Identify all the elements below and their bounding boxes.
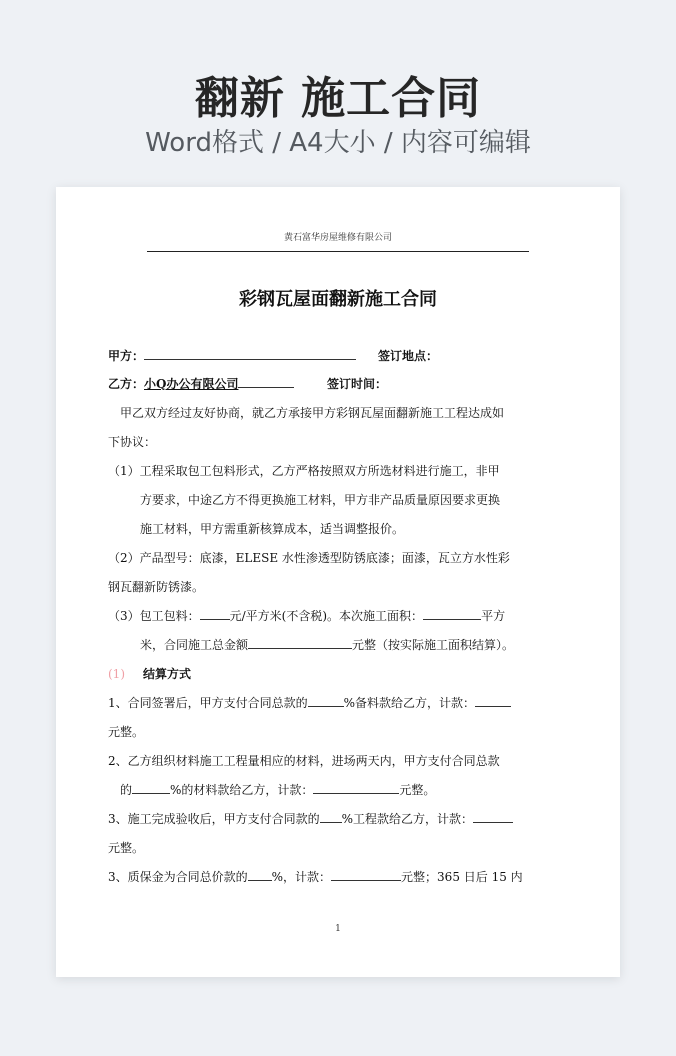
intro-line-2: 下协议： (108, 435, 157, 449)
payment-4-blank-amount (331, 879, 401, 881)
settlement-heading (108, 665, 191, 682)
item-3-line-2 (140, 636, 514, 653)
item-2-line-2: 钢瓦翻新防锈漆。 (108, 580, 205, 594)
party-b-label: 乙方： (108, 377, 145, 391)
payment-3-line-2: 元整。 (108, 841, 145, 855)
payment-2-blank-amount (313, 792, 399, 794)
payment-4-part-b: %，计款： (271, 870, 332, 884)
payment-4-part-a: 3、质保金为合同总价款的 (108, 870, 248, 884)
item-1-line-1: （1）工程采取包工包料形式，乙方严格按照双方所选材料进行施工，非甲 (108, 464, 500, 478)
payment-3-part-b: %工程款给乙方，计款： (341, 812, 474, 826)
payment-1-line-1 (108, 694, 511, 711)
payment-2-line-2 (120, 781, 435, 798)
party-a-row (108, 347, 356, 364)
company-header: 黄石富华房屋维修有限公司 (283, 233, 392, 243)
page-number: 1 (335, 924, 341, 934)
party-b-name: 小Q办公有限公司 (144, 377, 239, 391)
payment-2-part-c: %的材料款给乙方，计款： (170, 783, 314, 797)
payment-1-line-2: 元整。 (108, 725, 145, 739)
intro-line-1: 甲乙双方经过友好协商，就乙方承接甲方彩钢瓦屋面翻新施工工程达成如 (120, 406, 505, 420)
item-1-line-3: 施工材料，甲方需重新核算成本，适当调整报价。 (140, 522, 405, 536)
party-b-blank (238, 386, 294, 388)
payment-3-blank-amount (473, 821, 513, 823)
item-3-part-d: 米，合同施工总金额 (140, 638, 249, 652)
payment-3-part-a: 3、施工完成验收后，甲方支付合同款的 (108, 812, 320, 826)
settlement-number: (1) (108, 667, 125, 681)
item-3-part-c: 平方 (481, 609, 506, 623)
payment-4-blank-percent (248, 879, 272, 881)
payment-2-blank-percent (132, 792, 170, 794)
promo-title: 翻新 施工合同 (194, 73, 482, 124)
sign-place-label: 签订地点： (378, 349, 439, 363)
payment-4-part-c: 元整；365 日后 15 内 (401, 870, 523, 884)
item-3-part-a: （3）包工包料： (108, 609, 200, 623)
item-3-line-1 (108, 607, 505, 624)
settlement-title: 结算方式 (143, 667, 192, 681)
party-b-row (108, 375, 294, 392)
item-3-blank-total (248, 647, 352, 649)
promo-subtitle: Word格式 / A4大小 / 内容可编辑 (145, 128, 531, 158)
payment-4-line (108, 868, 523, 885)
payment-1-part-a: 1、合同签署后，甲方支付合同总款的 (108, 696, 308, 710)
header-rule (147, 251, 529, 252)
sign-time-label: 签订时间： (327, 377, 388, 391)
payment-1-blank-percent (308, 705, 344, 707)
item-3-blank-price (200, 618, 230, 620)
payment-2-line-1: 2、乙方组织材料施工工程量相应的材料，进场两天内，甲方支付合同总款 (108, 754, 500, 768)
item-2-line-1: （2）产品型号：底漆，ELESE 水性渗透型防锈底漆；面漆，瓦立方水性彩 (108, 551, 510, 565)
payment-1-blank-amount (475, 705, 511, 707)
item-3-part-b: 元/平方米(不含税)。本次施工面积： (229, 609, 424, 623)
item-3-part-e: 元整（按实际施工面积结算）。 (352, 638, 515, 652)
payment-2-part-d: 元整。 (399, 783, 436, 797)
party-a-label: 甲方： (108, 349, 145, 363)
payment-2-part-b: 的 (120, 783, 133, 797)
document-page (56, 187, 620, 977)
item-3-blank-area (423, 618, 481, 620)
party-a-blank (144, 358, 356, 360)
item-1-line-2: 方要求，中途乙方不得更换施工材料，甲方非产品质量原因要求更换 (140, 493, 501, 507)
payment-1-part-b: %备料款给乙方，计款： (343, 696, 476, 710)
payment-3-blank-percent (320, 821, 342, 823)
payment-3-line-1 (108, 810, 513, 827)
document-title: 彩钢瓦屋面翻新施工合同 (239, 289, 437, 310)
